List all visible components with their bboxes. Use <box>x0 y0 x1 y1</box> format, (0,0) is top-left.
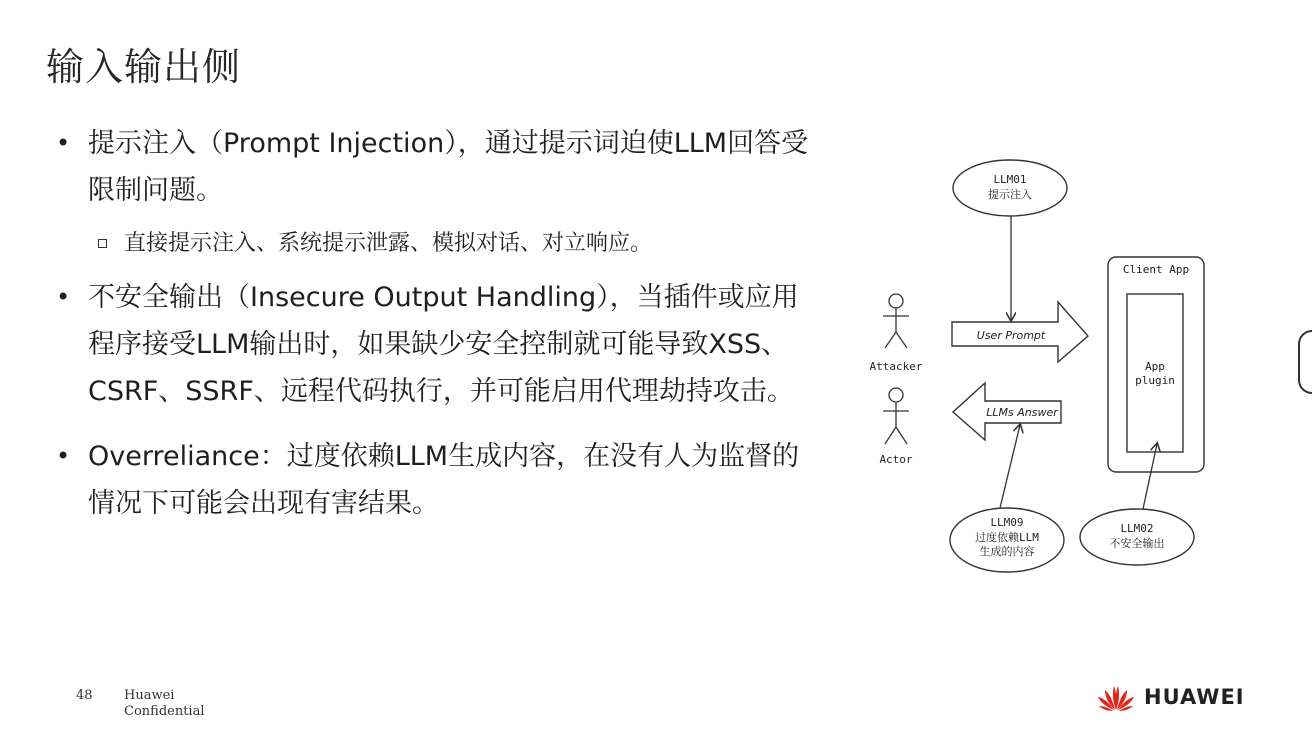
sub-bullet <box>52 224 822 264</box>
bullet-dot: • <box>56 283 71 311</box>
footer-company: Huawei <box>124 688 175 703</box>
footer-classification: Confidential <box>124 704 205 719</box>
logo-wordmark: HUAWEI <box>1144 685 1245 709</box>
bullet-insecure-output <box>52 274 822 415</box>
app-plugin-line2: plugin <box>1135 374 1175 387</box>
bullet-text: 提示注入（Prompt Injection），通过提示词迫使LLM回答受限制问题。 <box>88 128 809 206</box>
llm01-code: LLM01 <box>993 173 1027 186</box>
page-title: 输入输出侧 <box>46 45 242 89</box>
llm01-label: 提示注入 <box>988 188 1032 201</box>
bullet-prompt-injection <box>52 120 822 214</box>
llms-answer-arrow <box>953 383 1061 440</box>
actor-label: Actor <box>879 453 913 466</box>
attacker-figure-icon <box>883 294 909 348</box>
client-app-box <box>1108 257 1204 472</box>
llm01-node <box>953 160 1067 216</box>
user-prompt-label: User Prompt <box>976 329 1046 342</box>
llm09-line1: 过度依赖LLM <box>975 531 1039 544</box>
bullet-text: 不安全输出（Insecure Output Handling），当插件或应用程序接受LLM输出时，如果缺少安全控制就可能导致XSS、CSRF、SSRF、远程代码执行，并可能启用代理劫持攻击。 <box>88 282 799 407</box>
attacker-label: Attacker <box>869 360 923 373</box>
llm-risk-diagram <box>865 150 1225 590</box>
square-bullet-icon <box>98 239 107 248</box>
bullet-dot: • <box>56 129 71 157</box>
llm02-code: LLM02 <box>1120 522 1154 535</box>
user-prompt-arrow <box>952 302 1088 362</box>
llm09-code: LLM09 <box>990 516 1024 529</box>
llm09-arrow <box>1000 425 1020 508</box>
app-plugin-line1: App <box>1145 360 1165 373</box>
actor-figure-icon <box>883 388 909 444</box>
diagram-svg <box>865 150 1225 590</box>
huawei-petal-icon <box>1096 682 1136 712</box>
llm02-label: 不安全输出 <box>1109 537 1165 550</box>
bullet-text: Overreliance：过度依赖LLM生成内容，在没有人为监督的情况下可能会出现有害结果。 <box>88 441 800 519</box>
bullet-list <box>52 120 822 527</box>
llm02-node <box>1080 509 1194 565</box>
llm09-node <box>950 508 1064 572</box>
llms-answer-label: LLMs Answer <box>986 406 1058 419</box>
page-number: 48 <box>76 688 93 703</box>
app-plugin-box <box>1127 294 1183 452</box>
bullet-dot: • <box>56 442 71 470</box>
sub-bullet-text: 直接提示注入、系统提示泄露、模拟对话、对立响应。 <box>124 231 653 256</box>
llm09-line2: 生成的内容 <box>979 545 1035 558</box>
client-app-label: Client App <box>1122 263 1190 276</box>
edge-control-handle <box>1298 330 1312 394</box>
huawei-logo <box>1096 682 1245 712</box>
footer-confidential <box>124 688 205 720</box>
bullet-overreliance <box>52 433 822 527</box>
